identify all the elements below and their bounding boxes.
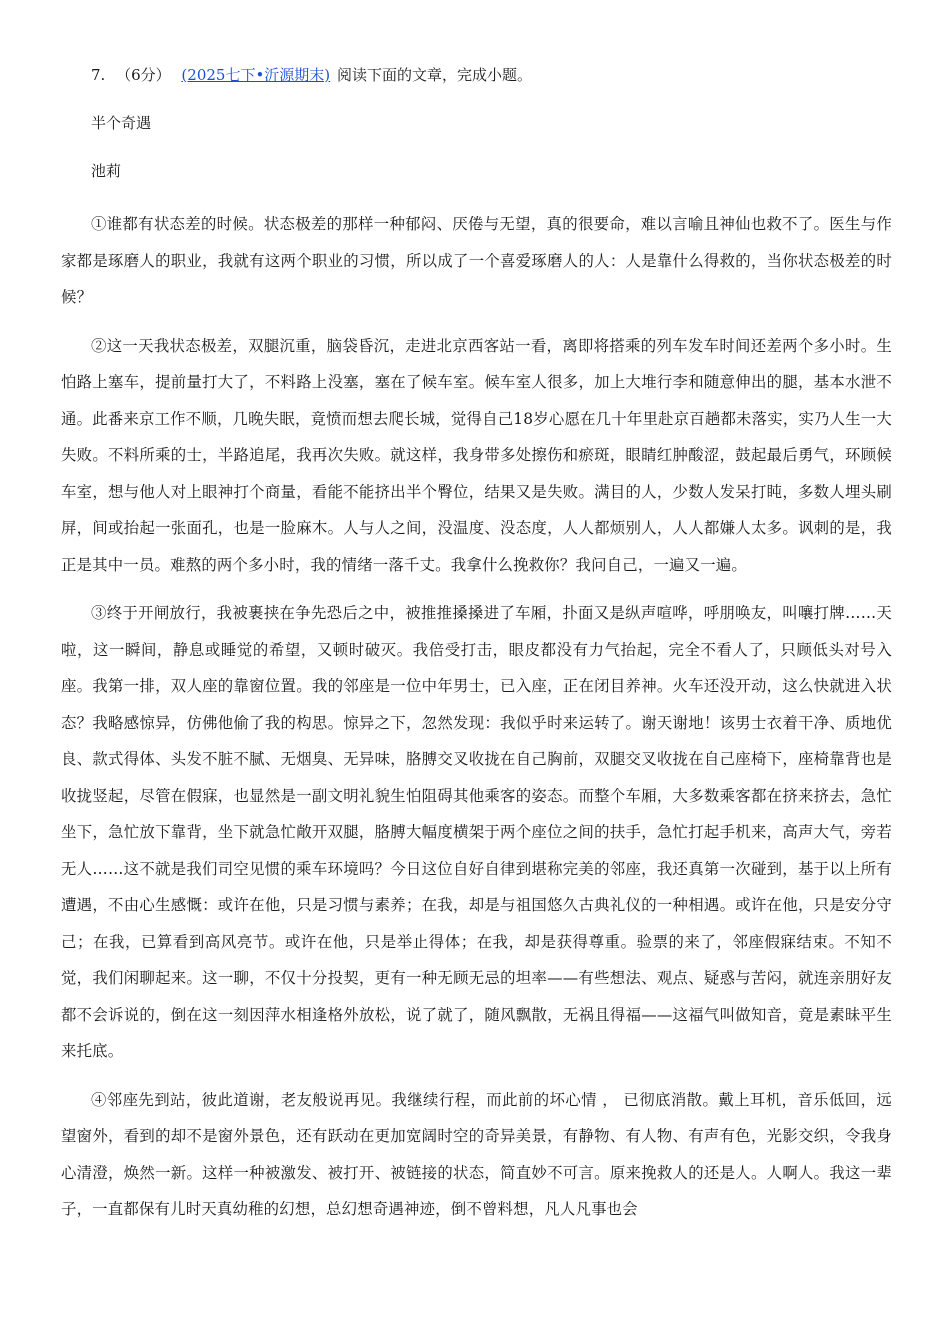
article-title: 半个奇遇 [91, 114, 152, 132]
question-score: （6分） [116, 66, 171, 84]
article-author: 池莉 [91, 162, 122, 180]
question-instruction: 阅读下面的文章，完成小题。 [336, 66, 532, 84]
article-paragraph-4: ④邻座先到站，彼此道谢，老友般说再见。我继续行程，而此前的坏心情 ， 已彻底消散。戴上耳机，音乐低回，远望窗外，看到的却不是窗外景色，还有跃动在更加宽阔时空的奇异美景，有静物、有人物、有声有色，光影交织，令我身心清澄，焕然一新。这样一种被激发、被打开、被链接的状态，简直妙不可言。原来挽救人的还是人。人啊人。我这一辈子，一直都保有儿时天真幼稚的幻想，总幻想奇遇神迹，倒不曾料想，凡人凡事也会 [61, 1090, 892, 1218]
article-paragraph-3: ③终于开闸放行，我被裹挟在争先恐后之中，被推推搡搡进了车厢，扑面又是纵声喧哗，呼朋唤友，叫嚷打牌……天啦，这一瞬间，静息或睡觉的希望，又顿时破灭。我倍受打击，眼皮都没有力气抬起，完全不看人了，只顾低头对号入座。我第一排，双人座的靠窗位置。我的邻座是一位中年男士，已入座，正在闭目养神。火车还没开动，这么快就进入状态？我略感惊异，仿佛他偷了我的构思。惊异之下，忽然发现：我似乎时来运转了。谢天谢地！该男士衣着干净、质地优良、款式得体、头发不脏不腻、无烟臭、无异味，胳膊交叉收拢在自己胸前，双腿交叉收拢在自己座椅下，座椅靠背也是收拢竖起，尽管在假寐，也显然是一副文明礼貌生怕阻碍其他乘客的姿态。而整个车厢，大多数乘客都在挤来挤去，急忙坐下，急忙放下靠背，坐下就急忙敞开双腿，胳膊大幅度横架于两个座位之间的扶手，急忙打起手机来，高声大气，旁若无人……这不就是我们司空见惯的乘车环境吗？今日这位自好自律到堪称完美的邻座，我还真第一次碰到，基于以上所有遭遇，不由心生感慨：或许在他，只是习惯与素养；在我，却是与祖国悠久古典礼仪的一种相遇。或许在他，只是安分守己；在我，已算看到高风亮节。或许在他，只是举止得体；在我，却是获得尊重。验票的来了，邻座假寐结束。不知不觉，我们闲聊起来。这一聊，不仅十分投契，更有一种无顾无忌的坦率——有些想法、观点、疑惑与苦闷，就连亲朋好友都不会诉说的，倒在这一刻因萍水相逢格外放松，说了就了，随风飘散，无祸且得福——这福气叫做知音，竟是素昧平生来托底。 [61, 604, 892, 1060]
article-paragraph-2: ②这一天我状态极差，双腿沉重，脑袋昏沉，走进北京西客站一看，离即将搭乘的列车发车时间还差两个多小时。生怕路上塞车，提前量打大了，不料路上没塞，塞在了候车室。候车室人很多，加上大堆行李和随意伸出的腿，基本水泄不通。此番来京工作不顺，几晚失眠，竟愤而想去爬长城，觉得自己18岁心愿在几十年里赴京百趟都未落实，实乃人生一大失败。不料所乘的士，半路追尾，我再次失败。就这样，我身带多处擦伤和瘀斑，眼睛红肿酸涩，鼓起最后勇气，环顾候车室，想与他人对上眼神打个商量，看能不能挤出半个臀位，结果又是失败。满目的人，少数人发呆打盹，多数人埋头刷屏，间或抬起一张面孔，也是一脸麻木。人与人之间，没温度、没态度，人人都烦别人，人人都嫌人太多。讽刺的是，我正是其中一员。难熬的两个多小时，我的情绪一落千丈。我拿什么挽救你？我问自己，一遍又一遍。 [61, 336, 892, 574]
question-source-link[interactable]: (2025七下•沂源期末) [181, 66, 331, 84]
question-header [91, 62, 892, 88]
question-number: 7. [91, 66, 106, 84]
article-paragraph-1: ①谁都有状态差的时候。状态极差的那样一种郁闷、厌倦与无望，真的很要命，难以言喻且神仙也救不了。医生与作家都是琢磨人的职业，我就有这两个职业的习惯，所以成了一个喜爱琢磨人的人：人是靠什么得救的，当你状态极差的时候？ [61, 215, 892, 306]
